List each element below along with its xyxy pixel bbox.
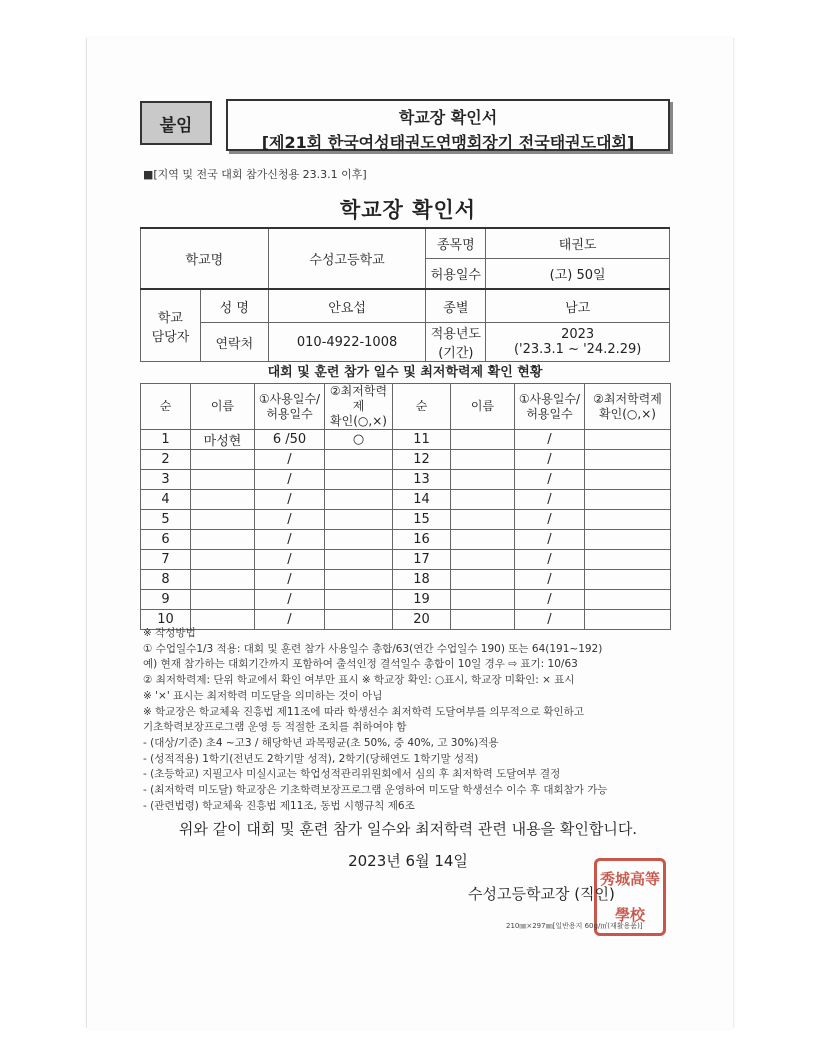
row-days: /: [515, 530, 585, 550]
head-min: [325, 384, 393, 430]
row-no: 6: [141, 530, 191, 550]
header-title-box: [226, 99, 670, 151]
row-days: /: [255, 510, 325, 530]
manager-label-line1: 학교: [157, 310, 183, 326]
row-name: [451, 490, 515, 510]
header-title-line2: [제21회 한국여성태권도연맹회장기 전국태권도대회]: [261, 133, 635, 152]
category-value: 남고: [486, 289, 670, 323]
head-days-line2: 허용일수: [266, 406, 313, 421]
row-days: /: [255, 450, 325, 470]
name-value: 안요섭: [268, 289, 426, 323]
row-no: 13: [393, 470, 451, 490]
instruction-line: - (초등학교) 지필고사 미실시교는 학업성적관리위원회에서 심의 후 최저학력 도달여부 결정: [143, 768, 561, 781]
instruction-line: ※ '×' 표시는 최저학력 미도달을 의미하는 것이 아님: [143, 689, 383, 702]
document-title: 학교장 확인서: [339, 198, 477, 222]
row-name: [191, 570, 255, 590]
row-no: 12: [393, 450, 451, 470]
row-min: [585, 570, 671, 590]
row-days: /: [515, 490, 585, 510]
row-min: [325, 570, 393, 590]
row-name: [191, 490, 255, 510]
row-name: [191, 510, 255, 530]
row-min: [325, 490, 393, 510]
row-days: /: [255, 470, 325, 490]
name-label: 성 명: [200, 289, 268, 323]
instruction-line: - (대상/기준) 초4 ~고3 / 해당학년 과목평균(초 50%, 중 40%, 고 30%)적용: [143, 736, 499, 749]
row-name: 마성현: [191, 430, 255, 450]
head-days-2: [515, 384, 585, 430]
row-no: 14: [393, 490, 451, 510]
row-days: /: [515, 570, 585, 590]
row-days: /: [255, 550, 325, 570]
instruction-line: ② 최저학력제: 단위 학교에서 확인 여부만 표시 ※ 학교장 확인: ○표시, 학교장 미확인: × 표시: [143, 674, 575, 687]
allowed-days-value: (고) 50일: [486, 259, 670, 290]
row-no: 4: [141, 490, 191, 510]
table-row: [141, 470, 671, 490]
instruction-line: - (관련법령) 학교체육 진흥법 제11조, 동법 시행규칙 제6조: [143, 799, 415, 812]
table-row: [141, 450, 671, 470]
table-row: [141, 430, 671, 450]
instruction-line: ※ 학교장은 학교체육 진흥법 제11조에 따라 학생선수 최저학력 도달여부를 의무적으로 확인하고: [143, 705, 584, 718]
instruction-line: 기초학력보장프로그램 운영 등 적절한 조치를 취하여야 함: [143, 721, 407, 734]
row-min: [325, 590, 393, 610]
row-min: [325, 510, 393, 530]
row-no: 16: [393, 530, 451, 550]
header-title-line1: 학교장 확인서: [398, 108, 498, 127]
year-value-line1: 2023: [561, 327, 595, 342]
participation-rows: [141, 430, 671, 630]
table-row: [141, 550, 671, 570]
instruction-line: 예) 현재 참가하는 대회기간까지 포함하여 출석인정 결석일수 총합이 10일 경우 ⇨ 표기: 10/63: [143, 658, 578, 671]
head-min-line2: 확인(○,×): [330, 414, 387, 428]
instruction-line: - (최저학력 미도달) 학교장은 기초학력보장프로그램 운영하여 미도달 학생선수 이수 후 대회참가 가능: [143, 784, 608, 797]
row-no: 19: [393, 590, 451, 610]
row-name: [451, 590, 515, 610]
official-seal-stamp: 秀城 高等 學校: [594, 858, 666, 936]
row-name: [191, 470, 255, 490]
row-min: [585, 470, 671, 490]
row-no: 18: [393, 570, 451, 590]
row-days: 6 /50: [255, 430, 325, 450]
row-min: [325, 530, 393, 550]
row-no: 7: [141, 550, 191, 570]
row-min: [585, 450, 671, 470]
instruction-line: - (성적적용) 1학기(전년도 2학기말 성적), 2학기(당해연도 1학기말 성적): [143, 752, 479, 765]
head-min-line1: ②최저학력제: [329, 384, 388, 413]
contact-label: 연락처: [200, 323, 268, 362]
school-label: 학교명: [141, 228, 269, 289]
head-min-line2: 확인(○,×): [599, 406, 656, 421]
row-min: ○: [325, 430, 393, 450]
row-no: 3: [141, 470, 191, 490]
row-no: 2: [141, 450, 191, 470]
head-days-line2: 허용일수: [526, 406, 573, 421]
head-days-line1: ①사용일수/: [518, 391, 581, 406]
year-value: [486, 323, 670, 362]
table-row: [141, 530, 671, 550]
instruction-line: ① 수업일수1/3 적용: 대회 및 훈련 참가 사용일수 총합/63(연간 수업일수 190) 또는 64(191~192): [143, 642, 603, 655]
row-min: [585, 590, 671, 610]
row-name: [451, 550, 515, 570]
row-days: /: [515, 430, 585, 450]
row-min: [585, 550, 671, 570]
table-row: [141, 570, 671, 590]
paper-size-footer: 210㎜×297㎜[일반용지 60g/㎡(재활용품)]: [506, 922, 643, 930]
row-days: /: [255, 490, 325, 510]
head-days: [255, 384, 325, 430]
row-no: 11: [393, 430, 451, 450]
row-name: [191, 550, 255, 570]
row-no: 1: [141, 430, 191, 450]
row-name: [191, 590, 255, 610]
participation-table: [140, 383, 671, 630]
head-name: 이름: [191, 384, 255, 430]
manager-label: [141, 289, 201, 362]
row-min: [585, 510, 671, 530]
row-days: /: [255, 530, 325, 550]
row-no: 17: [393, 550, 451, 570]
year-label: [426, 323, 486, 362]
year-value-line2: ('23.3.1 ~ '24.2.29): [513, 342, 642, 357]
row-name: [451, 470, 515, 490]
row-name: [191, 530, 255, 550]
row-days: /: [515, 550, 585, 570]
info-table: [140, 227, 670, 362]
row-name: [191, 450, 255, 470]
category-label: 종별: [426, 289, 486, 323]
confirmation-date: 2023년 6월 14일: [348, 852, 468, 870]
row-no: 9: [141, 590, 191, 610]
row-min: [325, 450, 393, 470]
row-min: [325, 550, 393, 570]
row-min: [325, 470, 393, 490]
attachment-tag: 붙임: [140, 101, 212, 145]
instruction-line: ※ 작성방법: [143, 627, 196, 639]
head-min-2: [585, 384, 671, 430]
row-days: /: [515, 510, 585, 530]
row-name: [451, 450, 515, 470]
contact-value: 010-4922-1008: [268, 323, 426, 362]
head-days-line1: ①사용일수/: [258, 391, 321, 406]
confirmation-statement: 위와 같이 대회 및 훈련 참가 일수와 최저학력 관련 내용을 확인합니다.: [178, 820, 638, 838]
head-name-2: 이름: [451, 384, 515, 430]
sport-label: 종목명: [426, 228, 486, 259]
school-value: 수성고등학교: [268, 228, 426, 289]
row-min: [585, 490, 671, 510]
manager-label-line2: 담당자: [151, 329, 190, 345]
table-row: [141, 490, 671, 510]
year-label-line2: (기간): [438, 346, 474, 361]
row-min: [585, 530, 671, 550]
row-name: [451, 430, 515, 450]
row-no: 10: [141, 610, 191, 630]
table-row: [141, 510, 671, 530]
sport-value: 태권도: [486, 228, 670, 259]
table-row: [141, 590, 671, 610]
writing-instructions: [143, 626, 673, 814]
year-label-line1: 적용년도: [430, 327, 481, 342]
row-days: /: [515, 590, 585, 610]
row-days: /: [515, 470, 585, 490]
usage-note: ■[지역 및 전국 대회 참가신청용 23.3.1 이후]: [143, 168, 367, 181]
row-days: /: [255, 610, 325, 630]
row-days: /: [515, 450, 585, 470]
head-no: 순: [141, 384, 191, 430]
row-no: 20: [393, 610, 451, 630]
head-min-line1: ②최저학력제: [593, 391, 662, 406]
row-min: [585, 430, 671, 450]
principal-signature: 수성고등학교장 (직인): [468, 885, 615, 903]
row-no: 8: [141, 570, 191, 590]
row-no: 5: [141, 510, 191, 530]
row-name: [451, 530, 515, 550]
row-days: /: [515, 610, 585, 630]
head-no-2: 순: [393, 384, 451, 430]
row-days: /: [255, 570, 325, 590]
row-days: /: [255, 590, 325, 610]
allowed-days-label: 허용일수: [426, 259, 486, 290]
row-name: [451, 510, 515, 530]
section-title: 대회 및 훈련 참가 일수 및 최저학력제 확인 현황: [267, 365, 543, 380]
row-no: 15: [393, 510, 451, 530]
row-name: [451, 570, 515, 590]
